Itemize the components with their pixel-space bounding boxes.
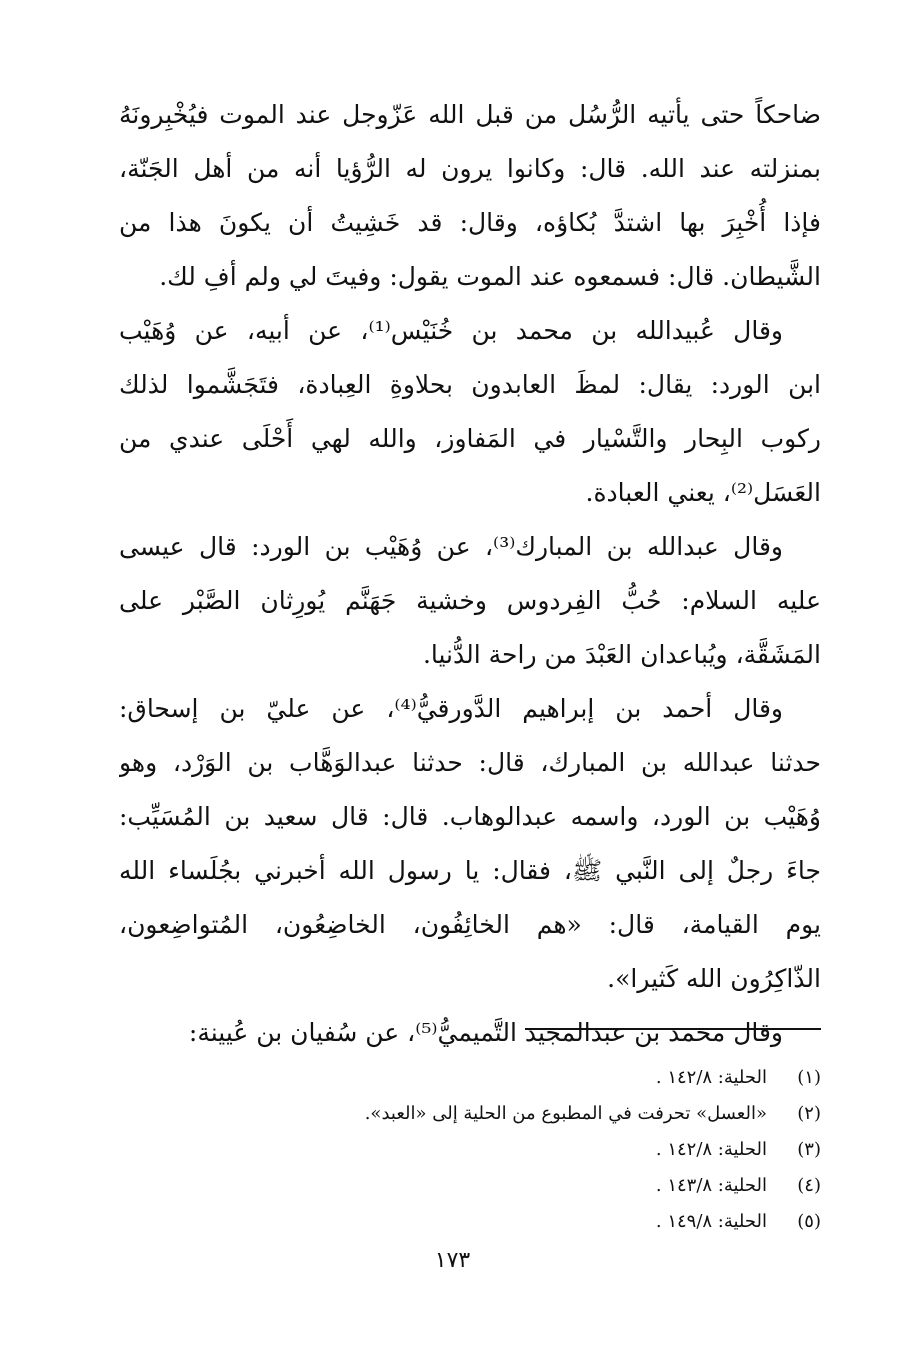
- footnote-number: (٣): [797, 1139, 821, 1160]
- text-line: حدثنا عبدالله بن المبارك، قال: حدثنا عبدالوَهَّاب بن الوَرْد، وهو: [119, 748, 821, 777]
- body-text: [119, 88, 821, 1060]
- footnote-text: «العسل» تحرفت في المطبوع من الحلية إلى «العبد».: [364, 1103, 767, 1124]
- footnote-text: الحلية: ١٤٢/٨ .: [655, 1139, 767, 1160]
- footnotes: [119, 1060, 821, 1240]
- text-line: فإذا أُخْبِرَ بها اشتدَّ بُكاؤه، وقال: قد خَشِيتُ أن يكونَ هذا من: [119, 208, 821, 237]
- footnote-text: الحلية: ١٤٣/٨ .: [655, 1175, 767, 1196]
- footnote: [119, 1132, 821, 1168]
- text-line: وقال عُبيدالله بن محمد بن خُنَيْس⁽¹⁾، عن أبيه، عن وُهَيْب: [119, 316, 783, 345]
- text-line: يوم القيامة، قال: «هم الخائِفُون، الخاضِعُون، المُتواضِعون،: [119, 910, 821, 939]
- text-line: وقال عبدالله بن المبارك⁽³⁾، عن وُهَيْب بن الورد: قال عيسى: [119, 532, 783, 561]
- text-line: الشَّيطان. قال: فسمعوه عند الموت يقول: وفيتَ لي ولم أفِ لك.: [159, 262, 821, 291]
- text-line: وقال أحمد بن إبراهيم الدَّورقيُّ⁽⁴⁾، عن عليّ بن إسحاق:: [119, 694, 784, 723]
- footnote-number: (٢): [797, 1103, 821, 1124]
- text-line: ضاحكاً حتى يأتيه الرُّسُل من قبل الله عَزّوجل عند الموت فيُخْبِرونَهُ: [119, 100, 821, 129]
- text-line: عليه السلام: حُبُّ الفِردوس وخشية جَهَنَّم يُورِثان الصَّبْر على: [119, 586, 821, 615]
- text-line: وقال محمد بن عبدالمجيد التَّميميُّ⁽⁵⁾، عن سُفيان بن عُيينة:: [188, 1018, 783, 1047]
- footnote-number: (٥): [797, 1211, 821, 1232]
- footnote: [119, 1060, 821, 1096]
- footnote-number: (١): [797, 1067, 821, 1088]
- footnote-divider: [525, 1028, 821, 1030]
- text-line: المَشَقَّة، ويُباعدان العَبْدَ من راحة الدُّنيا.: [422, 640, 821, 669]
- page-number: ١٧٣: [434, 1248, 471, 1273]
- footnote-text: الحلية: ١٤٢/٨ .: [655, 1067, 767, 1088]
- footnote: [119, 1168, 821, 1204]
- footnote-number: (٤): [797, 1175, 821, 1196]
- text-line: العَسَل⁽²⁾، يعني العبادة.: [585, 478, 821, 507]
- text-line: ابن الورد: يقال: لمظَ العابدون بحلاوةِ العِبادة، فتَجَشَّموا لذلك: [119, 370, 821, 399]
- footnote: [119, 1204, 821, 1240]
- text-line: وُهَيْب بن الورد، واسمه عبدالوهاب. قال: قال سعيد بن المُسَيِّب:: [119, 802, 821, 831]
- text-line: جاءَ رجلٌ إلى النَّبي ﷺ، فقال: يا رسول الله أخبرني بجُلَساء الله: [119, 856, 821, 885]
- footnote: [119, 1096, 821, 1132]
- footnote-text: الحلية: ١٤٩/٨ .: [655, 1211, 767, 1232]
- text-line: بمنزلته عند الله. قال: وكانوا يرون له الرُّؤيا أنه من أهل الجَنّة،: [119, 154, 821, 183]
- text-line: ركوب البِحار والتَّسْيار في المَفاوز، والله لهي أَحْلَى عندي من: [119, 424, 821, 453]
- text-line: الذّاكِرُون الله كَثيرا».: [607, 964, 821, 993]
